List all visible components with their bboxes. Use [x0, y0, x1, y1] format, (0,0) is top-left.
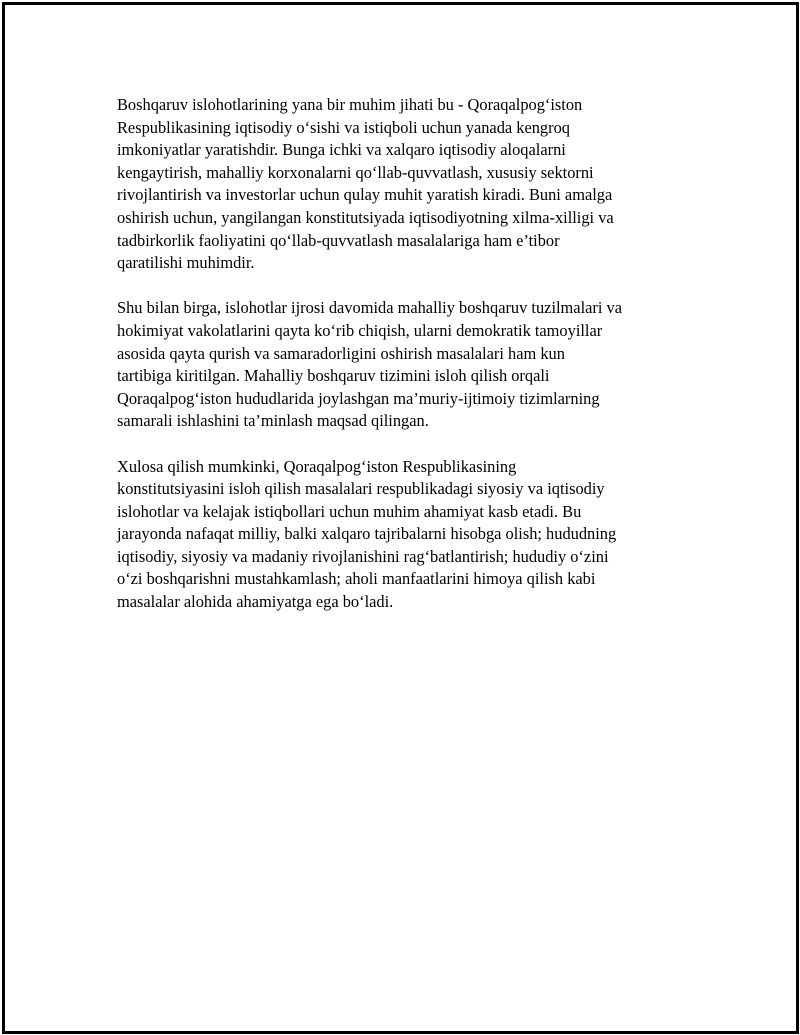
text-line: Shu bilan birga, islohotlar ijrosi davomida mahalliy boshqaruv tuzilmalari va	[117, 298, 622, 318]
text-line: Qoraqalpog‘iston hududlarida joylashgan ma’muriy-ijtimoiy tizimlarning	[117, 388, 600, 408]
paragraph-2	[117, 297, 717, 433]
document-body	[117, 94, 717, 636]
text-line: iqtisodiy, siyosiy va madaniy rivojlanishini rag‘batlantirish; hududiy o‘zini	[117, 546, 609, 566]
text-line: hokimiyat vakolatlarini qayta ko‘rib chiqish, ularni demokratik tamoyillar	[117, 320, 603, 340]
text-line: o‘zi boshqarishni mustahkamlash; aholi manfaatlarini himoya qilish kabi	[117, 569, 596, 589]
text-line: tadbirkorlik faoliyatini qo‘llab-quvvatlash masalalariga ham e’tibor	[117, 230, 560, 250]
text-line: kengaytirish, mahalliy korxonalarni qo‘llab-quvvatlash, xususiy sektorni	[117, 162, 594, 182]
paragraph-1	[117, 94, 717, 275]
text-line: Boshqaruv islohotlarining yana bir muhim jihati bu - Qoraqalpog‘iston	[117, 95, 583, 114]
text-line: qaratilishi muhimdir.	[117, 253, 255, 273]
text-line: imkoniyatlar yaratishdir. Bunga ichki va xalqaro iqtisodiy aloqalarni	[117, 140, 566, 160]
text-line: samarali ishlashini ta’minlash maqsad qilingan.	[117, 411, 429, 431]
text-line: masalalar alohida ahamiyatga ega bo‘ladi.	[117, 592, 394, 612]
text-line: jarayonda nafaqat milliy, balki xalqaro tajribalarni hisobga olish; hududning	[117, 524, 617, 544]
text-line: konstitutsiyasini isloh qilish masalalari respublikadagi siyosiy va iqtisodiy	[117, 479, 605, 499]
text-line: tartibiga kiritilgan. Mahalliy boshqaruv tizimini isloh qilish orqali	[117, 366, 550, 386]
text-line: Respublikasining iqtisodiy o‘sishi va istiqboli uchun yanada kengroq	[117, 117, 570, 137]
text-line: islohotlar va kelajak istiqbollari uchun muhim ahamiyat kasb etadi. Bu	[117, 501, 582, 521]
text-line: Xulosa qilish mumkinki, Qoraqalpog‘iston Respublikasining	[117, 456, 517, 476]
text-line: asosida qayta qurish va samaradorligini oshirish masalalari ham kun	[117, 343, 565, 363]
text-line: rivojlantirish va investorlar uchun qulay muhit yaratish kiradi. Buni amalga	[117, 185, 613, 205]
paragraph-3	[117, 456, 717, 614]
text-line: oshirish uchun, yangilangan konstitutsiyada iqtisodiyotning xilma-xilligi va	[117, 207, 614, 227]
